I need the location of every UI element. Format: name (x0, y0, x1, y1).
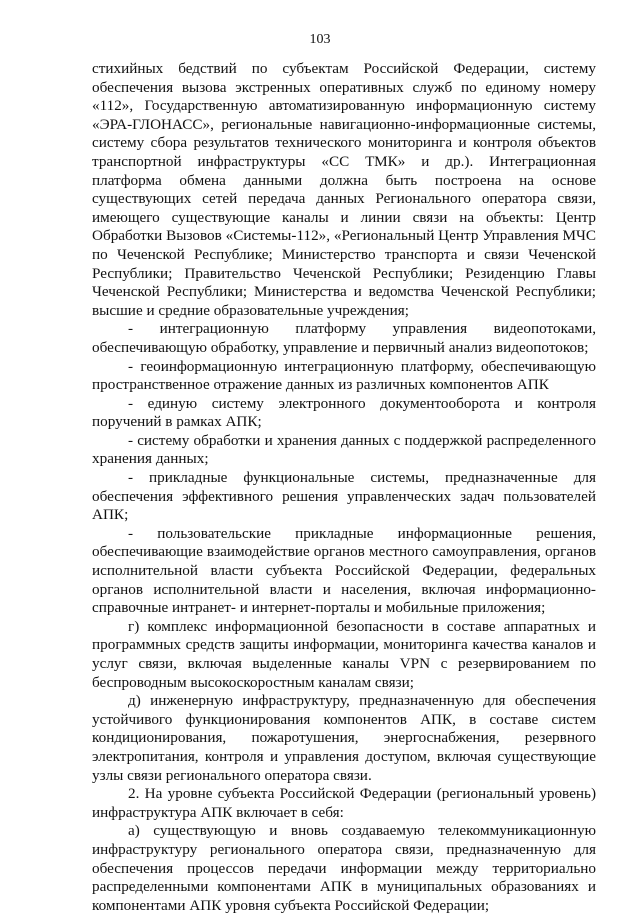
paragraph-security-complex: г) комплекс информационной безопасности в составе аппаратных и программных средств защиты информации, мониторинга качества каналов и услуг связи, включая выделенные каналы VPN с резервированием по беспроводным высокоскоростным каналам связи; (92, 617, 596, 691)
list-item-user-solutions: - пользовательские прикладные информационные решения, обеспечивающие взаимодействие органов местного самоуправления, органов исполнительной власти субъекта Российской Федерации, федеральных органов исполнительной власти и населения, включая информационно-справочные интранет- и интернет-порталы и мобильные приложения; (92, 524, 596, 617)
list-item-geo-platform: - геоинформационную интеграционную платформу, обеспечивающую пространственное отражение данных из различных компонентов АПК (92, 357, 596, 394)
list-item-applied-systems: - прикладные функциональные системы, предназначенные для обеспечения эффективного решения управленческих задач пользователей АПК; (92, 469, 596, 524)
page-number: 103 (309, 32, 331, 47)
paragraph-engineering-infrastructure: д) инженерную инфраструктуру, предназначенную для обеспечения устойчивого функционирования компонентов АПК, в составе систем кондиционирования, пожаротушения, энергоснабжения, резервного электропитания, контроля и управления доступом, включая существующие узлы связи регионального оператора связи. (92, 692, 596, 784)
paragraph-telecom-infrastructure: а) существующую и вновь создаваемую телекоммуникационную инфраструктуру регионального оператора связи, предназначенную для обеспечения процессов передачи информации между территориально распределенными компонентами АПК в муниципальных образованиях и компонентами АПК уровня субъекта Российской Федерации; (92, 822, 596, 914)
list-item-video-platform: - интеграционную платформу управления видеопотоками, обеспечивающую обработку, управление и первичный анализ видеопотоков; (92, 320, 596, 356)
document-body (92, 60, 596, 915)
paragraph-regional-level: 2. На уровне субъекта Российской Федерации (региональный уровень) инфраструктура АПК включает в себя: (92, 785, 596, 821)
list-item-document-flow: - единую систему электронного документооборота и контроля поручений в рамках АПК; (92, 394, 596, 431)
paragraph-continuation: стихийных бедствий по субъектам Российской Федерации, систему обеспечения вызова экстренных оперативных служб по единому номеру «112», Государственную автоматизированную информационную систему «ЭРА-ГЛОНАСС», региональные навигационно-информационные системы, систему сбора результатов технического мониторинга и контроля объектов транспортной инфраструктуры «СС ТМК» и др.). Интеграционная платформа обмена данными должна быть построена на основе существующих сетей передача данных Регионального оператора связи, имеющего существующие каналы и линии связи на объекты: Центр Обработки Вызовов «Системы-112», «Региональный Центр Управления МЧС по Чеченской Республике; Министерство транспорта и связи Чеченской Республики; Правительство Чеченской Республики; Резиденцию Главы Чеченской Республики; Министерства и ведомства Чеченской Республики; высшие и средние образовательные учреждения; (92, 60, 596, 319)
list-item-data-storage: - систему обработки и хранения данных с поддержкой распределенного хранения данных; (92, 431, 596, 468)
